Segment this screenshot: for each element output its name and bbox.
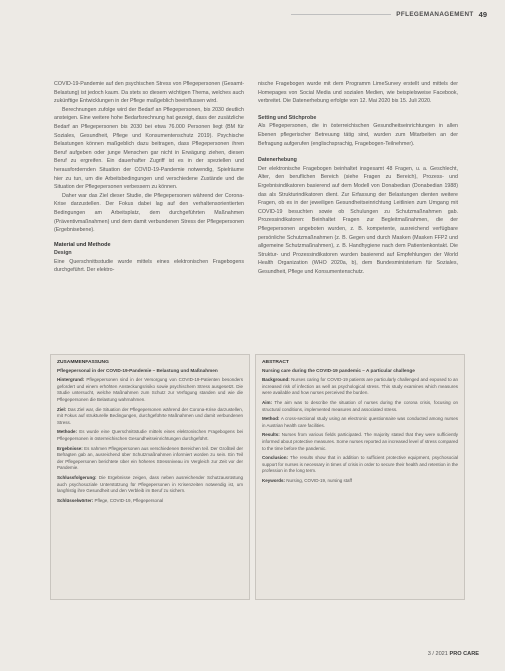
section-title: PFLEGEMANAGEMENT <box>396 11 474 18</box>
abstract-paragraph: Hintergrund: Pflegepersonen sind in der Versorgung von COVID-19-Patienten besonders gefordert und einem erhöhten Ansteckungsrisiko sowie psychischem Stress ausgesetzt. Die Studie untersucht, welche Maßnahmen zum Schutz zur Verfügung standen und wie die Pflegepersonen die Belastung wahrnahmen. <box>57 377 243 402</box>
abstract-paragraph: Results: Nurses from various fields participated. The majority stated that they were sufficiently informed about protective measures. Some nurses reported an increased level of stress compared to the time before the pandemic. <box>262 432 458 451</box>
abstract-keywords: Schlüsselwörter: Pflege, COVID-19, Pflegepersonal <box>57 497 164 503</box>
subsection-heading: Design <box>54 250 72 257</box>
running-head <box>291 10 487 19</box>
abstract-paragraph: Schlussfolgerung: Die Ergebnisse zeigen, dass neben ausreichender Schutzausrüstung auch psychosoziale Unterstützung für Pflegepersonen in Krisenzeiten notwendig ist, um langfristig ihre Gesundheit und den Verbleib im Beruf zu sichern. <box>57 474 243 494</box>
body-paragraph: Daher war das Ziel dieser Studie, die Pflegepersonen während der Corona-Krise darzustellen. Der Fokus dabei lag auf den verhaltensorientierten Bedingungen am Arbeitsplatz, dem durchgeführten Maßnahmen (Präventivmaßnahmen) und dem damit verbundenen Stress der Pflegepersonen (Ergebnisebene). <box>54 192 244 234</box>
page-number: 49 <box>478 10 487 19</box>
abstract-subtitle: Pflegepersonal in der COVID-19-Pandemie – Belastung und Maßnahmen <box>57 367 218 373</box>
issue-number: 3 / 2021 <box>427 651 448 657</box>
body-paragraph: COVID-19-Pandemie auf den psychischen Stress von Pflegepersonen (Gesamt-Belastung) ist jedoch kaum. Da stets so diesem wichtigen Thema, welches auch zukünftige Entwicklungen in der Pflege maßgeblich beeinflussen wird. <box>54 81 244 105</box>
page-footer <box>428 651 479 657</box>
header-rule <box>291 14 391 15</box>
abstract-title: ZUSAMMENFASSUNG <box>57 360 109 365</box>
abstract-paragraph: Method: A cross-sectional study using an electronic questionnaire was conducted among nurses in Austrian health care facilities. <box>262 416 458 428</box>
abstract-box-german <box>50 354 250 600</box>
abstract-keywords: Keywords: Nursing, COVID-19, nursing staff <box>262 477 352 483</box>
abstract-paragraph: Background: Nurses caring for COVID-19 patients are particularly challenged and exposed to an increased risk of infection as well as psychological stress. This study examines which measures were available and how nurses perceived the burden. <box>262 377 458 396</box>
abstract-box-english <box>255 354 465 600</box>
right-column <box>258 80 458 276</box>
body-paragraph: nische Fragebogen wurde mit dem Programm LimeSurvey erstellt und mittels der Homepages von Social Media und sozialen Medien, wie beispielsweise Facebook, verbreitet. Die Datenerhebung erfolgte von 12. Mai 2020 bis 15. Juli 2020. <box>258 81 458 105</box>
abstract-paragraph: Methode: Es wurde eine Querschnittstudie mittels eines elektronischen Fragebogens bei Pflegepersonen in österreichischen Gesundheitseinrichtungen durchgeführt. <box>57 429 243 441</box>
abstract-title: ABSTRACT <box>262 360 289 365</box>
body-paragraph: Der elektronische Fragebogen beinhaltet insgesamt 48 Fragen, u. a. Geschlecht, Alter, den beruflichen Bereich (siehe Fragen zu Bereich), Prozess- und Ergebnisindikatoren basierend auf dem Modell von Donabedian (Donabedian 1988) das als Strukturindikatoren dient. Zur Erfassung der Belastungen dienten weitere Fragen, ob es in der jeweiligen Gesundheitseinrichtung Leitlinien zum Umgang mit COVID-19 besuchten sowie ob Schulungen zu Schutzmaßnahmen gab. Prozessindikatoren: Beinhaltet Fragen zur Begleitmaßnahmen, die der Pflegepersonen angeboten wurden, z. B. kompetente, ausreichend verfügbare persönliche Schutzmaßnahmen (z. B. Gegen und durch Masken (Masken FFP2 und allgemeine Schutzmaßnahmen), z. B. Handhygiene nach dem Patientenkontakt. Die Struktur- und Prozessindikatoren wurden basierend auf Empfehlungen der World Health Organization (WHO 2020a, b), dem Bundesministerium für Soziales, Gesundheit, Pflege und Konsumentenschutz. <box>258 165 458 275</box>
subsection-heading: Datenerhebung <box>258 157 297 164</box>
body-paragraph: Eine Querschnittsstudie wurde mittels eines elektronischen Fragebogens durchgeführt. Der elektro- <box>54 258 244 274</box>
left-column <box>54 80 244 275</box>
abstract-paragraph: Ziel: Das Ziel war, die Situation der Pflegepersonen während der Corona-Krise darzustellen, mit Fokus auf strukturelle Bedingungen, durchgeführte Maßnahmen und damit verbundenen Stress. <box>57 406 243 425</box>
abstract-paragraph: Conclusion: The results show that in addition to sufficient protective equipment, psychosocial support for nurses is necessary in times of crisis in order to secure their health and retention in the profession in the long term. <box>262 455 458 474</box>
body-paragraph: Berechnungen zufolge wird der Bedarf an Pflegepersonen, bis 2030 deutlich ansteigen. Eine weitere hohe Bedarfsrechnung hat gezeigt, dass der zusätzliche Bedarf an Pflegepersonen bis 2030 bei etwa 76.000 Personen liegt (BM für Soziales, Gesundheit, Pflege und Konsumentenschutz 2019). Psychische Belastungen können maßgeblich dazu beitragen, dass Pflegepersonen ihren Beruf aufgeben oder junge Menschen gar nicht in Erwägung ziehen, diesen Beruf zu ergreifen. Ein dauerhafter Zugriff ist es in der speziellen und herausfordernden Situation der COVID-19-Pandemie notwendig, Spielräume hier zu tun, um die Arbeitsbedingungen und verschiedene Zustände und die Situation der Pflegepersonen verbessern zu können. <box>54 106 244 191</box>
subsection-heading: Setting und Stichprobe <box>258 114 317 121</box>
abstract-subtitle: Nursing care during the COVID-19 pandemic – A particular challenge <box>262 367 415 373</box>
abstract-paragraph: Aim: The aim was to describe the situation of nurses during the corona crisis, focusing on structural conditions, implemented measures and associated stress. <box>262 399 458 412</box>
journal-brand: PRO CARE <box>449 651 479 657</box>
section-heading: Material und Methode <box>54 241 111 248</box>
abstract-paragraph: Ergebnisse: Es nahmen Pflegepersonen aus verschiedenen Bereichen teil. Der Großteil der Befragten gab an, ausreichend über Schutzmaßnahmen informiert worden zu sein. Ein Teil der Pflegepersonen berichtete über ein höheres Stressniveau im Vergleich zur Zeit vor der Pandemie. <box>57 445 243 471</box>
body-paragraph: Als Pflegepersonen, die in österreichischen Gesundheitseinrichtungen in allen Ebenen pflegerischer Betreuung tätig sind, wurden zum Mitarbeiten an der Befragung aufgerufen (englischsprachig, Fragebogen-Teilnehmer). <box>258 123 458 147</box>
